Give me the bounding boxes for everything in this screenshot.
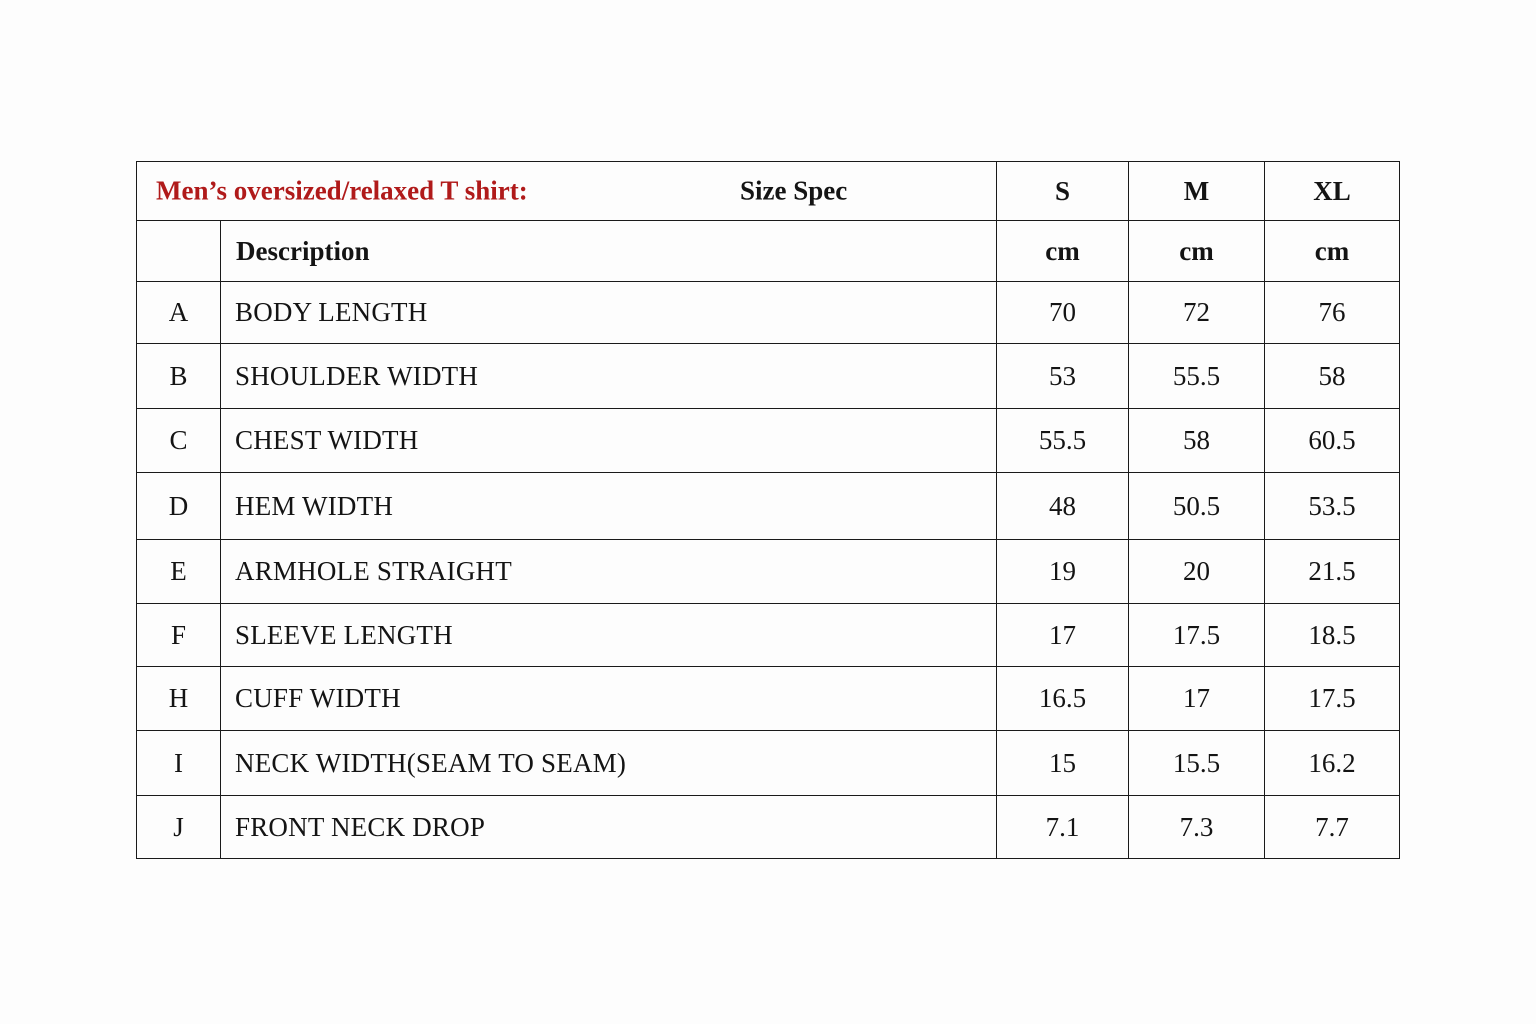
- measurement-value-s: 15: [997, 731, 1129, 796]
- measurement-value-s: 17: [997, 604, 1129, 667]
- measurement-row: [137, 344, 1400, 409]
- measurement-code: I: [137, 731, 221, 796]
- measurement-value-s: 16.5: [997, 667, 1129, 731]
- measurement-description: HEM WIDTH: [221, 473, 997, 540]
- measurement-row: [137, 667, 1400, 731]
- measurement-value-xl: 18.5: [1265, 604, 1400, 667]
- measurement-value-m: 20: [1129, 540, 1265, 604]
- measurement-row: [137, 409, 1400, 473]
- unit-s: cm: [997, 221, 1129, 282]
- title-cell: [137, 162, 997, 221]
- measurement-value-xl: 53.5: [1265, 473, 1400, 540]
- measurement-description: NECK WIDTH(SEAM TO SEAM): [221, 731, 997, 796]
- unit-xl: cm: [1265, 221, 1400, 282]
- header-row: [137, 221, 1400, 282]
- measurement-code: J: [137, 796, 221, 859]
- measurement-value-s: 70: [997, 282, 1129, 344]
- measurement-value-m: 17.5: [1129, 604, 1265, 667]
- size-spec-sheet: [136, 161, 1399, 858]
- measurement-value-m: 72: [1129, 282, 1265, 344]
- measurement-code: H: [137, 667, 221, 731]
- measurement-value-xl: 7.7: [1265, 796, 1400, 859]
- code-header-cell: [137, 221, 221, 282]
- measurement-value-m: 15.5: [1129, 731, 1265, 796]
- measurement-description: ARMHOLE STRAIGHT: [221, 540, 997, 604]
- measurement-value-xl: 21.5: [1265, 540, 1400, 604]
- measurement-value-xl: 58: [1265, 344, 1400, 409]
- measurement-row: [137, 540, 1400, 604]
- measurement-code: A: [137, 282, 221, 344]
- title-row: [137, 162, 1400, 221]
- measurement-value-m: 50.5: [1129, 473, 1265, 540]
- measurement-value-m: 58: [1129, 409, 1265, 473]
- measurement-value-s: 48: [997, 473, 1129, 540]
- size-spec-label: Size Spec: [740, 175, 848, 206]
- measurement-row: [137, 604, 1400, 667]
- size-header-s: S: [997, 162, 1129, 221]
- measurement-code: F: [137, 604, 221, 667]
- measurement-value-m: 17: [1129, 667, 1265, 731]
- measurement-code: E: [137, 540, 221, 604]
- measurement-code: C: [137, 409, 221, 473]
- measurement-description: SHOULDER WIDTH: [221, 344, 997, 409]
- unit-m: cm: [1129, 221, 1265, 282]
- measurement-value-xl: 76: [1265, 282, 1400, 344]
- measurement-value-xl: 16.2: [1265, 731, 1400, 796]
- measurement-value-m: 55.5: [1129, 344, 1265, 409]
- size-header-m: M: [1129, 162, 1265, 221]
- measurement-value-xl: 60.5: [1265, 409, 1400, 473]
- size-header-xl: XL: [1265, 162, 1400, 221]
- measurement-description: FRONT NECK DROP: [221, 796, 997, 859]
- measurement-code: B: [137, 344, 221, 409]
- measurement-row: [137, 731, 1400, 796]
- measurement-value-xl: 17.5: [1265, 667, 1400, 731]
- measurement-value-s: 7.1: [997, 796, 1129, 859]
- measurement-value-s: 19: [997, 540, 1129, 604]
- size-spec-table: [136, 161, 1400, 859]
- measurement-value-s: 55.5: [997, 409, 1129, 473]
- measurement-row: [137, 282, 1400, 344]
- measurement-description: SLEEVE LENGTH: [221, 604, 997, 667]
- measurement-description: CHEST WIDTH: [221, 409, 997, 473]
- measurement-description: BODY LENGTH: [221, 282, 997, 344]
- measurement-value-s: 53: [997, 344, 1129, 409]
- measurement-description: CUFF WIDTH: [221, 667, 997, 731]
- description-header: Description: [221, 221, 997, 282]
- measurement-code: D: [137, 473, 221, 540]
- measurement-row: [137, 796, 1400, 859]
- measurement-value-m: 7.3: [1129, 796, 1265, 859]
- garment-title: Men’s oversized/relaxed T shirt:: [156, 175, 528, 206]
- measurement-row: [137, 473, 1400, 540]
